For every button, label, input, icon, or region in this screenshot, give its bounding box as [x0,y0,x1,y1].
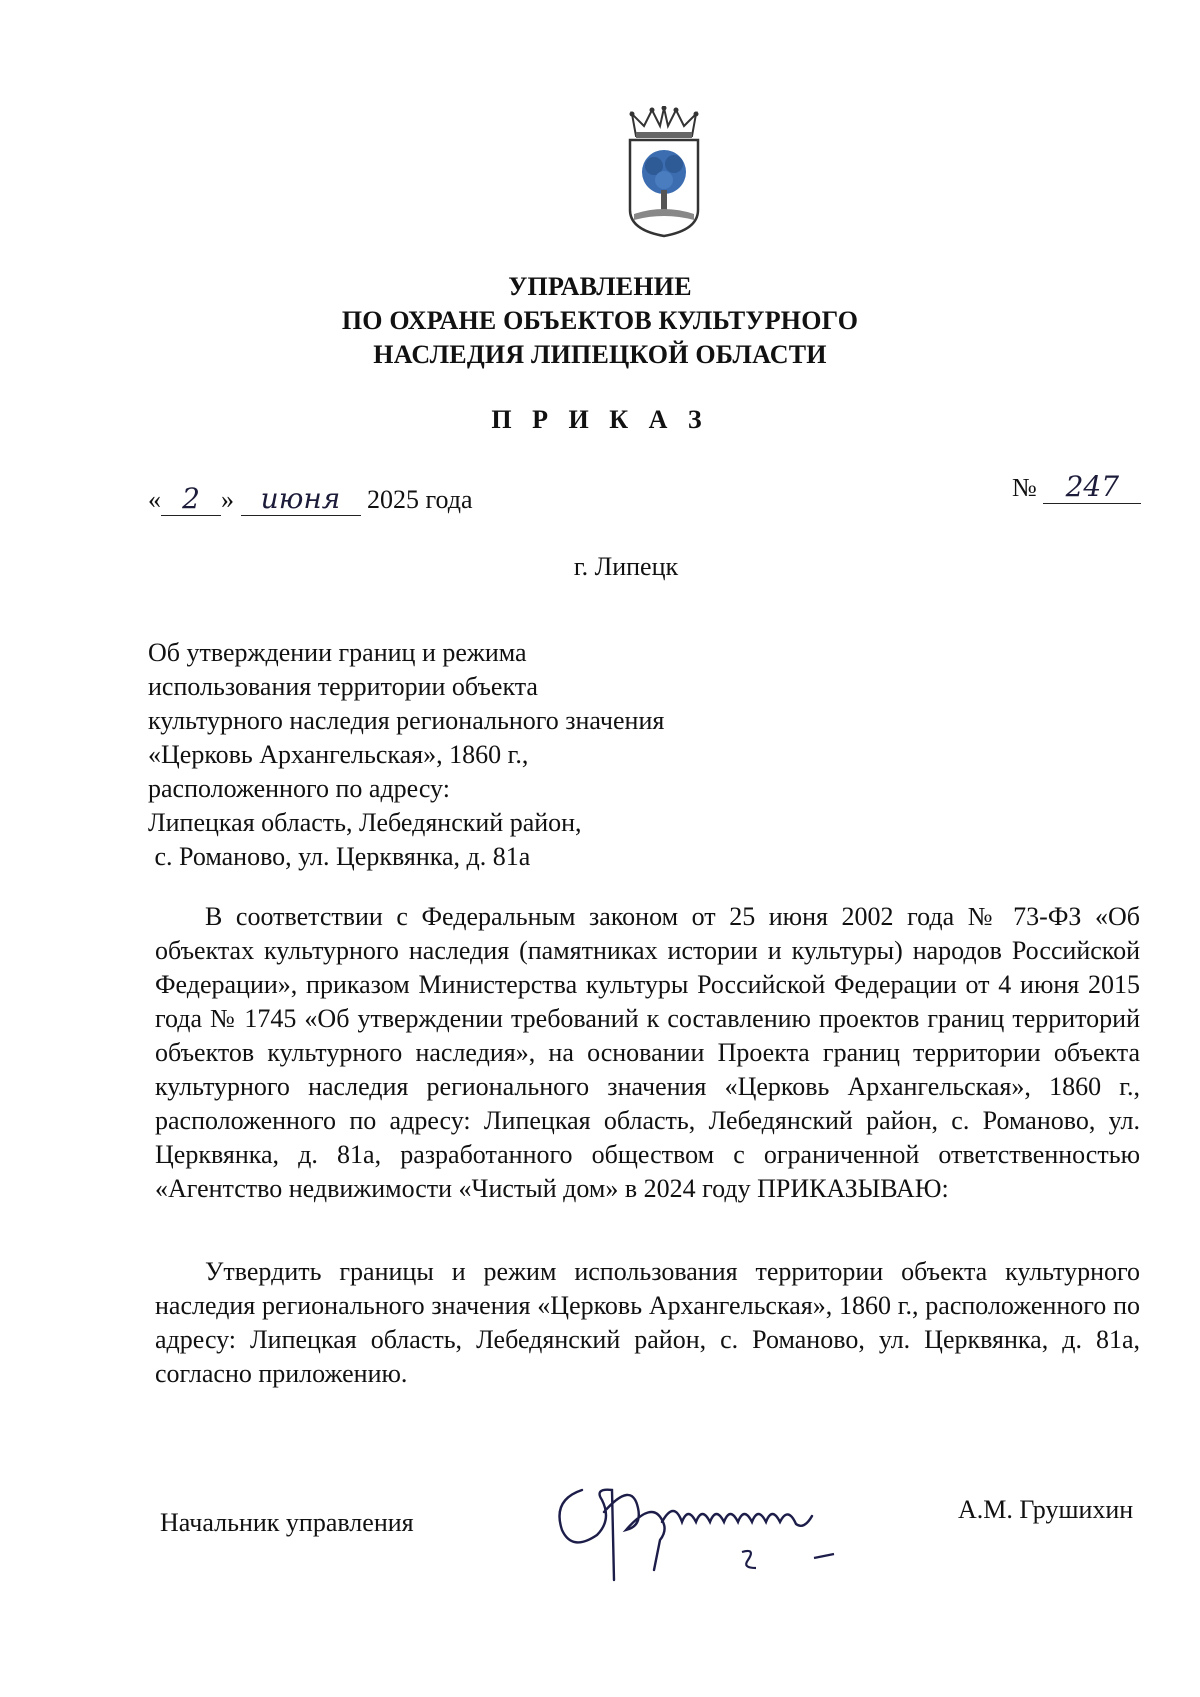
order-date [148,482,473,516]
preamble-paragraph: В соответствии с Федеральным законом от 25 июня 2002 года № 73-ФЗ «Об объектах культурного наследия (памятниках истории и культуры) народов Российской Федерации», приказом Министерства культуры Российской Федерации от 4 июня 2015 года № 1745 «Об утверждении требований к составлению проектов границ территорий объектов культурного наследия», на основании Проекта границ территории объекта культурного наследия регионального значения «Церковь Архангельская», 1860 г., расположенного по адресу: Липецкая область, Лебедянский район, с. Романово, ул. Церквянка, д. 81а, разработанного обществом с ограниченной ответственностью «Агентство недвижимости «Чистый дом» в 2024 году ПРИКАЗЫВАЮ: [155,902,1140,1203]
subject-line: «Церковь Архангельская», 1860 г., [148,740,529,769]
date-month: июня [241,482,361,516]
signer-position: Начальник управления [160,1508,414,1537]
lipetsk-coat-of-arms-icon [622,106,706,238]
date-open-quote: « [148,485,161,514]
order-number [1012,470,1141,504]
date-year: 2025 года [367,485,473,514]
city: г. Липецк [573,552,679,581]
subject-line: использования территории объекта [148,672,538,701]
date-day: 2 [161,482,221,516]
order-paragraph: Утвердить границы и режим использования территории объекта культурного наследия регионального значения «Церковь Архангельская», 1860 г., расположенного по адресу: Липецкая область, Лебедянский район, с. Романово, ул. Церквянка, д. 81а, согласно приложению. [155,1257,1140,1388]
subject-line: с. Романово, ул. Церквянка, д. 81а [148,842,531,871]
header-line-1: УПРАВЛЕНИЕ [508,272,692,301]
order-subject [148,636,664,874]
number-value: 247 [1043,470,1141,504]
number-label: № [1012,473,1037,502]
signer-name: А.М. Грушихин [958,1495,1134,1524]
handwritten-signature [542,1460,902,1600]
document-type: П Р И К А З [491,405,709,434]
organization-header [0,270,1200,372]
date-close-quote: » [221,485,234,514]
subject-line: культурного наследия регионального значения [148,706,665,735]
subject-line: Липецкая область, Лебедянский район, [148,808,582,837]
subject-line: расположенного по адресу: [148,774,450,803]
header-line-3: НАСЛЕДИЯ ЛИПЕЦКОЙ ОБЛАСТИ [373,340,827,369]
subject-line: Об утверждении границ и режима [148,638,527,667]
header-line-2: ПО ОХРАНЕ ОБЪЕКТОВ КУЛЬТУРНОГО [341,306,859,335]
